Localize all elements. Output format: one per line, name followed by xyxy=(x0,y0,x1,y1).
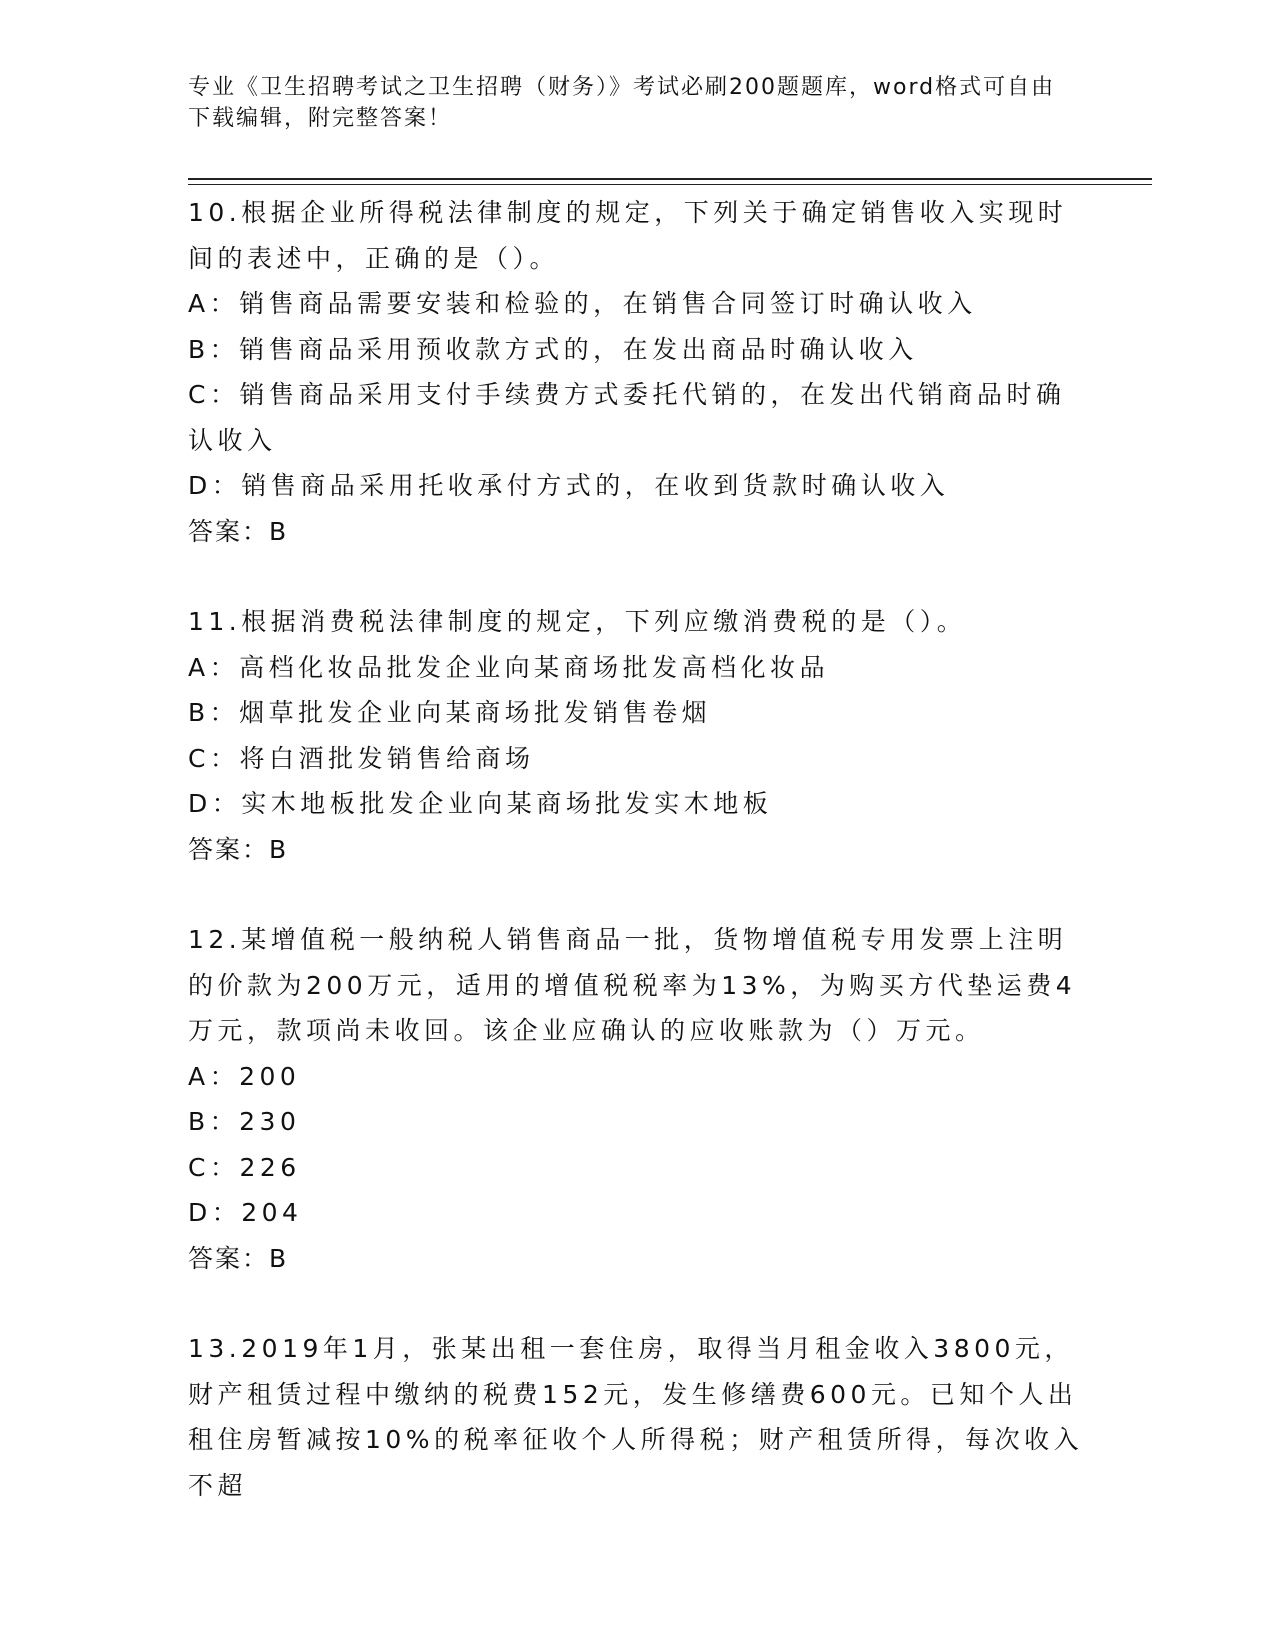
document-header xyxy=(188,72,1078,134)
spacer xyxy=(188,872,1088,917)
answer: 答案：B xyxy=(188,516,289,546)
option-a: A：销售商品需要安装和检验的，在销售合同签订时确认收入 xyxy=(188,289,977,318)
option-a: A：200 xyxy=(188,1061,301,1091)
question-12 xyxy=(188,917,1088,1281)
question-10 xyxy=(188,190,1088,554)
option-b: B：烟草批发企业向某商场批发销售卷烟 xyxy=(188,698,712,727)
spacer xyxy=(188,554,1088,599)
question-list xyxy=(188,190,1088,1508)
option-b: B：230 xyxy=(188,1107,301,1136)
option-c: C：将白酒批发销售给商场 xyxy=(188,743,535,773)
question-13 xyxy=(188,1326,1088,1508)
question-text: 13.2019年1月，张某出租一套住房，取得当月租金收入3800元，财产租赁过程中缴纳的税费152元，发生修缮费600元。已知个人出租住房暂减按10%的税率征收个人所得税；财产租赁所得，每次收入不超 xyxy=(188,1334,1084,1500)
header-title: 专业《卫生招聘考试之卫生招聘（财务）》考试必刷200题题库，word格式可自由下载编辑，附完整答案！ xyxy=(188,75,1056,131)
question-text: 11.根据消费税法律制度的规定，下列应缴消费税的是（）。 xyxy=(188,607,967,636)
option-c: C：销售商品采用支付手续费方式委托代销的，在发出代销商品时确认收入 xyxy=(188,380,1066,455)
spacer xyxy=(188,1281,1088,1326)
option-c: C：226 xyxy=(188,1152,301,1182)
option-d: D：销售商品采用托收承付方式的，在收到货款时确认收入 xyxy=(188,471,950,500)
option-d: D：实木地板批发企业向某商场批发实木地板 xyxy=(188,789,773,818)
option-d: D：204 xyxy=(188,1198,303,1227)
option-b: B：销售商品采用预收款方式的，在发出商品时确认收入 xyxy=(188,334,918,364)
question-text: 10.根据企业所得税法律制度的规定，下列关于确定销售收入实现时间的表述中，正确的是（）。 xyxy=(188,198,1068,273)
question-text: 12.某增值税一般纳税人销售商品一批，货物增值税专用发票上注明的价款为200万元，适用的增值税税率为13%，为购买方代垫运费4万元，款项尚未收回。该企业应确认的应收账款为（）万元。 xyxy=(188,925,1077,1045)
header-divider-thick xyxy=(188,178,1152,180)
answer: 答案：B xyxy=(188,1243,289,1273)
answer: 答案：B xyxy=(188,834,289,864)
header-divider-thin xyxy=(188,184,1152,185)
question-11 xyxy=(188,599,1088,872)
option-a: A：高档化妆品批发企业向某商场批发高档化妆品 xyxy=(188,652,830,682)
